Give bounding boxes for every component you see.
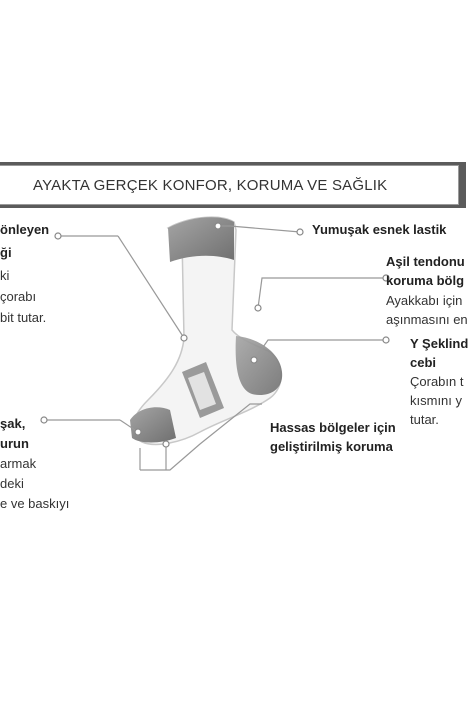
callout-y-line5: tutar. xyxy=(410,412,439,427)
callout-bottom-center-line1: Hassas bölgeler için xyxy=(270,420,396,435)
callout-bottom-left-line4: deki xyxy=(0,476,24,491)
callout-y-line1: Y Şeklind xyxy=(410,336,468,351)
callout-y-line2: cebi xyxy=(410,355,437,370)
callout-top-left-line4: çorabı xyxy=(0,289,37,304)
banner-title: AYAKTA GERÇEK KONFOR, KORUMA VE SAĞLIK xyxy=(33,177,388,194)
callout-bottom-left-line1: şak, xyxy=(0,416,26,431)
callout-bottom-left-line2: urun xyxy=(0,436,29,451)
callout-top-left-line5: bit tutar. xyxy=(0,310,47,325)
callout-top-center: Yumuşak esnek lastik xyxy=(312,222,447,237)
callout-bottom-left-line3: armak xyxy=(0,456,37,471)
callout-top-left-line3: ki xyxy=(0,268,10,283)
cuff-band xyxy=(168,217,234,262)
callout-bottom-center-line2: geliştirilmiş koruma xyxy=(270,439,393,454)
callout-top-left-line2: ği xyxy=(0,245,12,260)
callout-achilles-line4: aşınmasını en xyxy=(386,312,468,327)
callout-y-line4: kısmını y xyxy=(410,393,463,408)
callout-bottom-left-line5: e ve baskıyı xyxy=(0,496,70,511)
callout-y-line3: Çorabın t xyxy=(410,374,464,389)
callout-achilles-line2: koruma bölg xyxy=(386,273,465,288)
callout-achilles-line1: Aşil tendonu xyxy=(386,254,465,269)
callout-achilles-line3: Ayakkabı için xyxy=(386,293,463,308)
callout-top-left-line1: önleyen xyxy=(0,222,50,237)
